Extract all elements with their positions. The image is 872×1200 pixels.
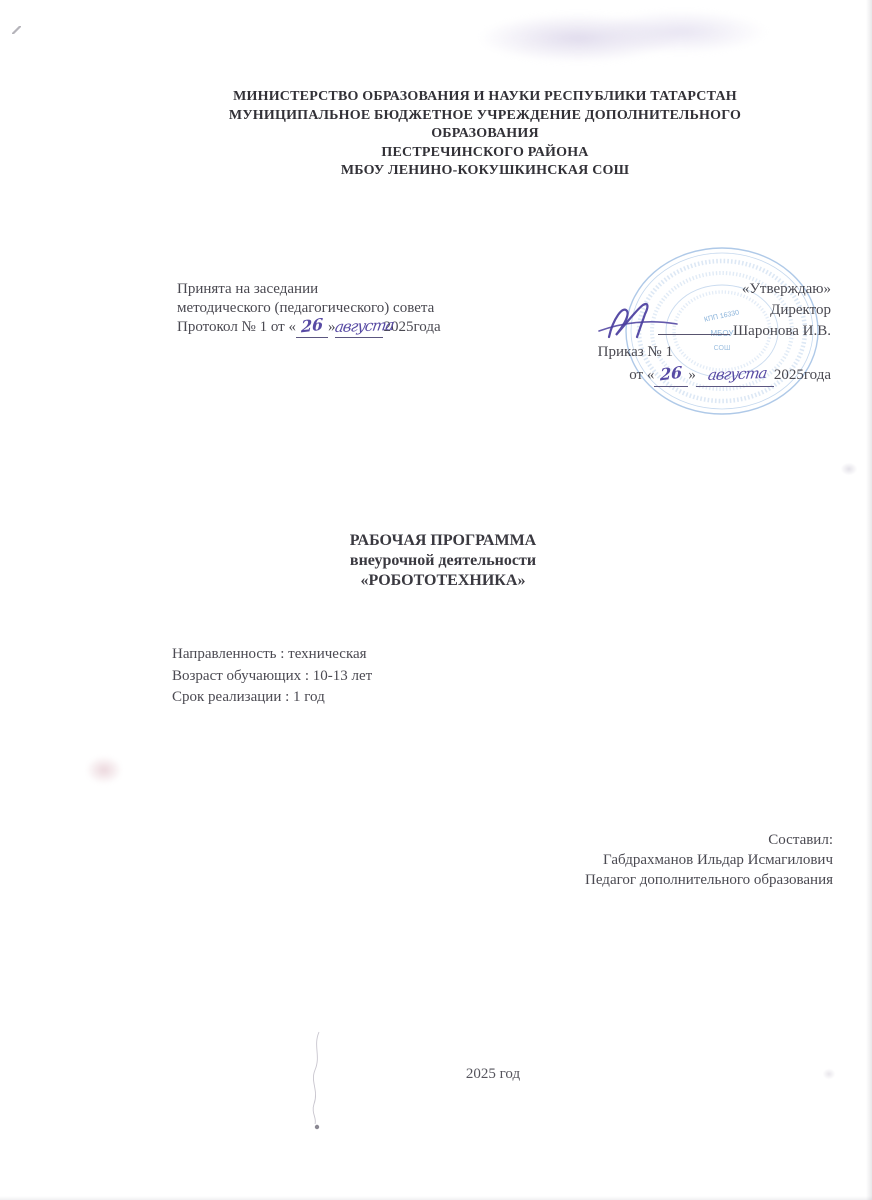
scan-edge-bottom	[0, 1196, 872, 1200]
author-role: Педагог дополнительного образования	[585, 872, 833, 888]
author-label: Составил:	[768, 832, 833, 848]
header-line-5: МБОУ ЛЕНИНО-КОКУШКИНСКАЯ СОШ	[340, 163, 630, 178]
order-date-suffix: 2025года	[773, 367, 831, 383]
pen-squiggle-mark	[305, 1028, 329, 1138]
order-date-line	[531, 363, 831, 387]
spec-duration: Срок реализации : 1 год	[172, 689, 325, 705]
author-name: Габдрахманов Ильдар Исмагилович	[603, 852, 833, 868]
scan-mark-topleft	[12, 26, 21, 34]
stamp-kpp-text: КПП 16330	[703, 309, 740, 324]
director-signature	[585, 297, 689, 345]
program-title-line-1: РАБОЧАЯ ПРОГРАММА	[349, 532, 537, 549]
order-number: Приказ № 1	[597, 344, 673, 360]
accepted-line-2: методического (педагогического) совета	[177, 299, 435, 316]
director-title: Директор	[770, 302, 831, 318]
footer-year: 2025 год	[465, 1066, 521, 1082]
order-day-blank	[654, 363, 688, 387]
protocol-date-line	[177, 314, 507, 338]
spec-age: Возраст обучающих : 10-13 лет	[172, 667, 373, 684]
order-date-prefix: от «	[629, 367, 655, 383]
order-date-mid: »	[688, 367, 696, 383]
protocol-mid: »	[327, 319, 336, 336]
header-line-2: МУНИЦИПАЛЬНОЕ БЮДЖЕТНОЕ УЧРЕЖДЕНИЕ ДОПОЛНИТЕЛЬНОГО	[228, 107, 742, 123]
author-block	[433, 830, 833, 890]
protocol-day-blank	[296, 314, 328, 338]
stamp-mbou-text: МБОУ	[710, 329, 734, 338]
program-specs	[172, 644, 372, 709]
approve-label: «Утверждаю»	[741, 281, 831, 297]
program-title-line-3: «РОБОТОТЕХНИКА»	[360, 572, 526, 589]
handwritten-day: 26	[300, 314, 324, 337]
scan-bleedthrough-smudge	[470, 4, 780, 66]
protocol-prefix: Протокол № 1 от «	[177, 319, 296, 336]
protocol-suffix: 2025года	[383, 319, 441, 336]
header-line-4: ПЕСТРЕЧИНСКОГО РАЙОНА	[381, 144, 589, 160]
director-name: Шаронова И.В.	[733, 323, 831, 339]
accepted-line-1: Принята на заседании	[177, 281, 319, 297]
scan-mark-right	[840, 462, 858, 476]
program-title-line-2: внеурочной деятельности	[349, 552, 537, 569]
order-month-blank	[696, 364, 774, 387]
handwritten-day-2: 26	[660, 362, 683, 385]
header-line-1: МИНИСТЕРСТВО ОБРАЗОВАНИЯ И НАУКИ РЕСПУБЛИКИ ТАТАРСТАН	[233, 89, 737, 104]
spec-direction: Направленность : техническая	[172, 646, 367, 662]
program-title-block	[0, 531, 872, 591]
scan-pink-smudge	[78, 748, 130, 788]
handwritten-month-2: августа	[706, 363, 768, 385]
ministry-header	[98, 88, 872, 181]
protocol-month-blank	[334, 316, 396, 338]
header-line-3: ОБРАЗОВАНИЯ	[431, 126, 539, 141]
stamp-sosh-text: СОШ	[713, 345, 731, 352]
accepted-block	[177, 280, 507, 338]
handwritten-month: августа	[334, 316, 396, 337]
